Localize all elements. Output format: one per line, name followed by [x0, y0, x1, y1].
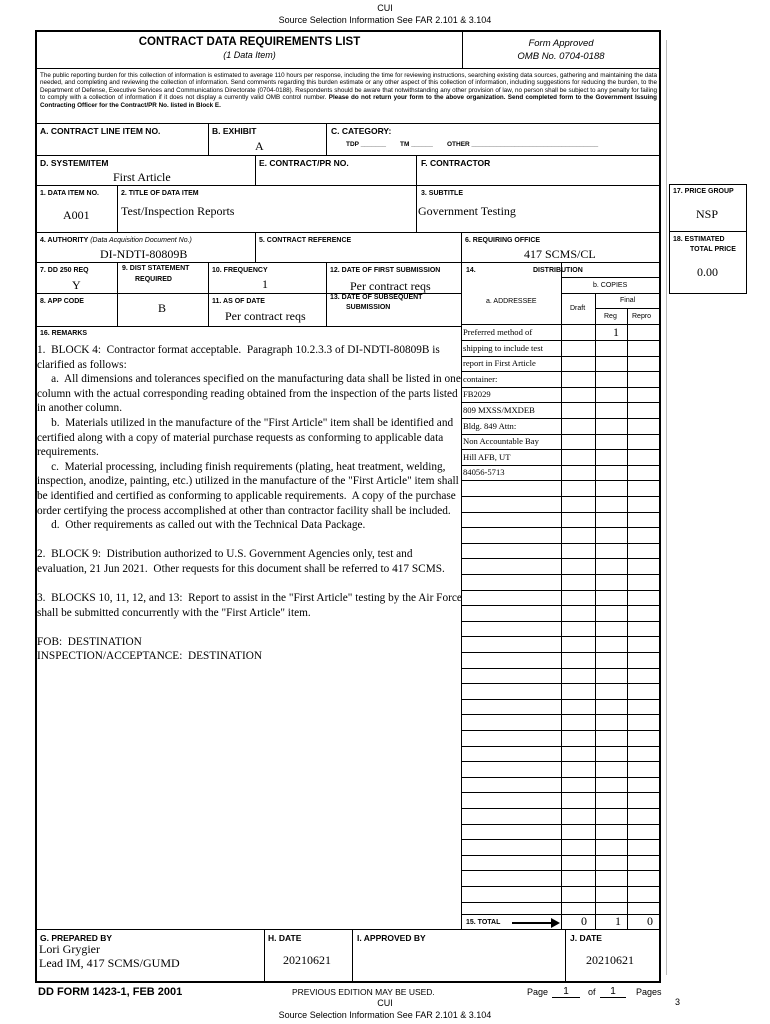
category-tm[interactable]: TM ______	[400, 141, 433, 148]
exhibit-value[interactable]: A	[255, 139, 264, 153]
draft-label: Draft	[570, 305, 586, 312]
addressee-line: FB2029	[463, 389, 491, 400]
remark-paragraph	[37, 533, 462, 548]
item5-label: 5. CONTRACT REFERENCE	[259, 237, 352, 244]
distribution-row-line	[461, 590, 660, 591]
sheet-page-number: 3	[675, 997, 681, 1007]
remark-paragraph: b. Materials utilized in the manufacture of the "First Article" item shall be identified and certified along with a copy of material purchase requests as conforming to applicable data requirements.	[37, 416, 456, 459]
distribution-row-line	[461, 855, 660, 856]
system-item-value[interactable]: First Article	[113, 170, 171, 184]
distribution-row-line	[461, 870, 660, 871]
block-i-label: I. APPROVED BY	[357, 933, 426, 943]
distribution-row-line	[461, 621, 660, 622]
addressee-line: Preferred method of	[463, 327, 533, 337]
approved-date[interactable]: 20210621	[586, 953, 634, 967]
block-f-label: F. CONTRACTOR	[421, 158, 491, 168]
distribution-row-line	[461, 558, 660, 559]
block-j-label: J. DATE	[570, 933, 602, 943]
item13-label: 13. DATE OF SUBSEQUENT	[330, 294, 423, 301]
source-selection-top: Source Selection Information See FAR 2.101 & 3.104	[278, 15, 492, 25]
preparer-title[interactable]: Lead IM, 417 SCMS/GUMD	[39, 956, 180, 970]
addressee-label: a. ADDRESSEE	[486, 298, 537, 305]
distribution-row-line	[461, 886, 660, 887]
item9-label: 9. DIST STATEMENT	[122, 265, 190, 272]
pages-label: Pages	[636, 987, 662, 997]
addressee-line: 809 MXSS/MXDEB	[463, 404, 535, 415]
item6-label: 6. REQUIRING OFFICE	[465, 237, 541, 244]
dist-statement-value[interactable]: B	[158, 301, 167, 315]
final-label: Final	[620, 297, 636, 304]
distribution-row-line	[461, 605, 660, 606]
item16-label: 16. REMARKS	[40, 330, 88, 337]
distribution-row-line	[461, 839, 660, 840]
remark-paragraph: 1. BLOCK 4: Contractor format acceptable. Paragraph 10.2.3.3 of DI-NDTI-80809B is clarified as follows:	[37, 344, 443, 371]
total-reg: 1	[615, 914, 621, 928]
remark-paragraph: 3. BLOCKS 10, 11, 12, and 13: Report to assist in the "First Article" testing by the Air Force shall be submitted concurrently with the "First Article" item.	[37, 592, 465, 619]
cui-marking-bottom: CUI	[377, 998, 393, 1008]
form-subtitle: (1 Data Item)	[223, 50, 276, 60]
item10-label: 10. FREQUENCY	[212, 267, 268, 274]
margin-rule	[666, 40, 667, 975]
total-label: 15. TOTAL	[466, 919, 501, 926]
remark-paragraph	[37, 620, 462, 635]
distribution-row-line	[461, 496, 660, 497]
distribution-row-line	[461, 527, 660, 528]
remark-paragraph: d. Other requirements as called out with the Technical Data Package.	[37, 519, 366, 532]
distribution-row-line	[461, 730, 660, 731]
form-number: DD FORM 1423-1, FEB 2001	[38, 986, 183, 998]
distribution-row-line	[461, 699, 660, 700]
item9-label2: REQUIRED	[135, 276, 172, 283]
item12-label: 12. DATE OF FIRST SUBMISSION	[330, 267, 441, 274]
item7-label: 7. DD 250 REQ	[40, 267, 89, 274]
title-value[interactable]: Test/Inspection Reports	[121, 204, 235, 218]
remarks-text[interactable]	[37, 343, 465, 664]
addressee-line: 84056-5713	[463, 467, 505, 478]
repro-label: Repro	[632, 313, 652, 320]
item18-label: 18. ESTIMATED	[673, 236, 725, 243]
prepared-date[interactable]: 20210621	[283, 953, 331, 967]
form-title: CONTRACT DATA REQUIREMENTS LIST	[138, 36, 361, 48]
frequency-value[interactable]: 1	[262, 277, 268, 291]
as-of-date-value[interactable]: Per contract reqs	[225, 309, 306, 323]
addressee-line: Hill AFB, UT	[463, 451, 511, 462]
distribution-row-line	[461, 636, 660, 637]
page-label: Page	[527, 987, 549, 997]
previous-edition: PREVIOUS EDITION MAY BE USED.	[292, 987, 435, 997]
item17-label: 17. PRICE GROUP	[673, 188, 734, 195]
form-approved: Form Approved	[528, 38, 594, 49]
remark-paragraph: c. Material processing, including finish requirements (plating, heat treatment, welding, inspection, anodize, painting, etc.) utilized in the manufacture of the "First Article" item shall be identified and certified as conforming to applicable requirements. A copy of the purchase order certifying the process accomplished at other than contractor facility shall be included.	[37, 460, 462, 517]
estimated-price-value[interactable]: 0.00	[697, 265, 718, 279]
item1-label: 1. DATA ITEM NO.	[40, 190, 99, 197]
copies-label: b. COPIES	[593, 282, 628, 289]
source-selection-bottom: Source Selection Information See FAR 2.101 & 3.104	[278, 1010, 492, 1020]
distribution-row-line	[461, 792, 660, 793]
distribution-row-line	[461, 761, 660, 762]
addressee-cell[interactable]	[463, 325, 560, 481]
block-e-label: E. CONTRACT/PR NO.	[259, 158, 349, 168]
item13-label2: SUBMISSION	[346, 304, 391, 311]
block-a-label: A. CONTRACT LINE ITEM NO.	[40, 126, 161, 136]
cui-marking-top: CUI	[377, 3, 393, 13]
arrow-head-icon	[551, 918, 560, 928]
total-arrow-icon	[512, 922, 552, 924]
item3-label: 3. SUBTITLE	[421, 190, 464, 197]
addressee-line: Bldg. 849 Attn:	[463, 420, 517, 431]
burden-notice: The public reporting burden for this collection of information is estimated to average 110 hours per response, including the time for reviewing instructions, searching existing data sources, gathering and maintaining the data needed, and completing and reviewing the collection of information. Send comments regarding this burden estimate or any other aspect of this collection of information, including suggestions for reducing the burden, to the Department of Defense, Executive Services and Communications Directorate (0704-0188). Respondents should be aware that notwithstanding any other provision of law, no person shall be subject to any penalty for failing to comply with a collection of information if it does not display a currently valid OMB control number. Please do not return your form to the above organization. Send completed form to the Government Issuing Contracting Officer for the Contract/PR No. listed in Block E.	[40, 72, 657, 109]
first-final-reg-copies[interactable]: 1	[613, 325, 619, 339]
item14-label: 14.	[466, 267, 476, 274]
distribution-row-line	[461, 902, 660, 903]
distribution-row-line	[461, 808, 660, 809]
block-h-label: H. DATE	[268, 933, 302, 943]
remark-paragraph: INSPECTION/ACCEPTANCE: DESTINATION	[37, 650, 263, 663]
page-number-field[interactable]: 1	[552, 986, 580, 998]
omb-number: OMB No. 0704-0188	[517, 51, 605, 62]
total-repro: 0	[647, 914, 653, 928]
item2-label: 2. TITLE OF DATA ITEM	[121, 190, 199, 197]
block-c-label: C. CATEGORY:	[331, 126, 392, 136]
dd250-value[interactable]: Y	[72, 278, 81, 292]
first-submission-value[interactable]: Per contract reqs	[350, 279, 431, 293]
item4-label: 4. AUTHORITY (Data Acquisition Document No.)	[40, 237, 192, 244]
addressee-line: container:	[463, 373, 498, 384]
addressee-line: Non Accountable Bay	[463, 436, 539, 447]
authority-value[interactable]: DI-NDTI-80809B	[100, 247, 188, 261]
distribution-row-line	[461, 824, 660, 825]
distribution-row-line	[461, 714, 660, 715]
addressee-line: report in First Article	[463, 358, 536, 369]
distribution-row-line	[461, 652, 660, 653]
distribution-row-line	[461, 746, 660, 747]
block-b-label: B. EXHIBIT	[212, 126, 257, 136]
subtitle-value[interactable]: Government Testing	[418, 204, 516, 218]
distribution-row-line	[461, 574, 660, 575]
block-d-label: D. SYSTEM/ITEM	[40, 158, 109, 168]
total-draft: 0	[581, 914, 587, 928]
requiring-office-value[interactable]: 417 SCMS/CL	[524, 247, 596, 261]
category-tdp[interactable]: TDP _______	[346, 141, 386, 148]
data-item-no-value[interactable]: A001	[63, 208, 90, 222]
page-total-field[interactable]: 1	[600, 986, 626, 998]
distribution-label: DISTRIBUTION	[533, 267, 583, 274]
remark-paragraph	[37, 577, 462, 592]
of-label: of	[588, 987, 596, 997]
item18-label2: TOTAL PRICE	[690, 246, 736, 253]
distribution-row-line	[461, 512, 660, 513]
remark-paragraph: FOB: DESTINATION	[37, 635, 142, 648]
remark-paragraph: a. All dimensions and tolerances specified on the manufacturing data shall be listed in one column with the actual corresponding reading obtained from the inspection of the parts listed in another column.	[37, 373, 464, 415]
item8-label: 8. APP CODE	[40, 298, 84, 305]
addressee-line: shipping to include test	[463, 342, 543, 353]
item11-label: 11. AS OF DATE	[212, 298, 265, 305]
category-other[interactable]: OTHER ___________________________________	[447, 141, 599, 148]
remark-paragraph: 2. BLOCK 9: Distribution authorized to U.S. Government Agencies only, test and evaluation, 21 Jun 2021. Other requests for this document shall be referred to 417 SCMS.	[37, 548, 445, 575]
distribution-row-line	[461, 668, 660, 669]
distribution-row-line	[461, 683, 660, 684]
price-group-value[interactable]: NSP	[696, 207, 719, 221]
reg-label: Reg	[604, 313, 617, 320]
block-g-label: G. PREPARED BY	[40, 933, 113, 943]
preparer-name[interactable]: Lori Grygier	[39, 942, 100, 956]
distribution-row-line	[461, 777, 660, 778]
distribution-row-line	[461, 543, 660, 544]
